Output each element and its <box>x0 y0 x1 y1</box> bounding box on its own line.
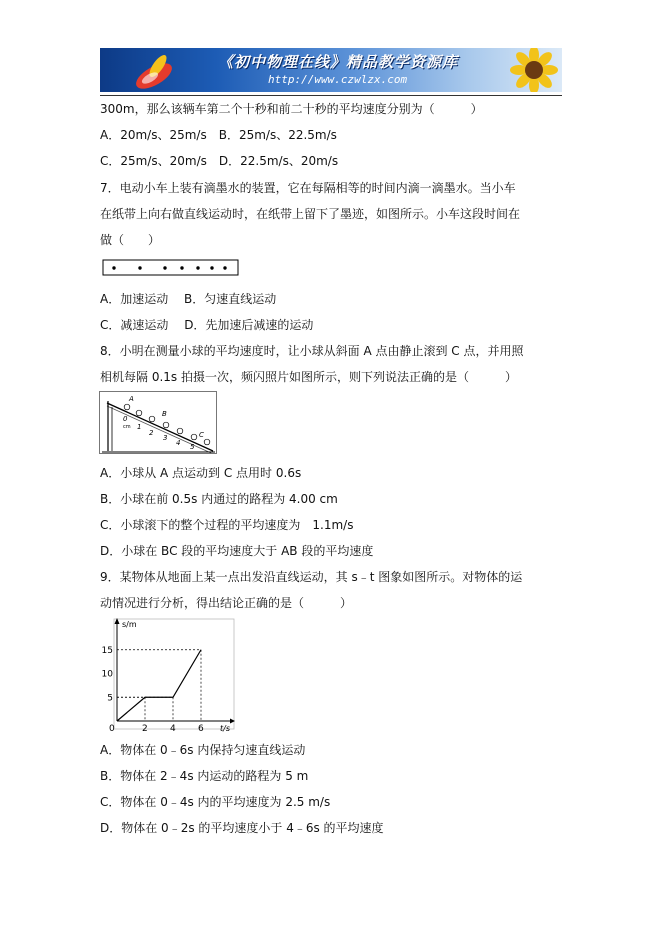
chart-frame <box>114 619 234 729</box>
y-tick-label: 5 <box>107 693 113 704</box>
text-line-l01: 300m，那么该辆车第二个十秒和前二十秒的平均速度分别为（ ） <box>100 102 483 116</box>
y-axis-label: s/m <box>122 620 137 629</box>
ink-dot <box>180 266 183 269</box>
x-tick-label: 4 <box>170 724 176 732</box>
banner-url: http://www.czwlzx.com <box>268 73 408 86</box>
text-line-l15: 9．某物体从地面上某一点出发沿直线运动，其 s﹣t 图象如图所示。对物体的运 <box>100 570 523 584</box>
text-line-l03: C．25m/s、20m/s D．22.5m/s、20m/s <box>100 154 339 168</box>
text-line-l13: C．小球滚下的整个过程的平均速度为 1.1m/s <box>100 518 354 532</box>
y-tick-label: 15 <box>101 645 113 656</box>
ink-dot <box>163 266 166 269</box>
ruler-tick-label: 2 <box>149 429 154 437</box>
label-b: B <box>162 410 167 418</box>
label-zero: 0 <box>123 415 128 423</box>
text-line-l09: 8．小明在测量小球的平均速度时，让小球从斜面 A 点由静止滚到 C 点，并用照 <box>100 344 524 358</box>
text-line-l16: 动情况进行分析，得出结论正确的是（ ） <box>100 596 353 610</box>
text-line-l19: C．物体在 0﹣4s 内的平均速度为 2.5 m/s <box>100 795 331 809</box>
header-banner <box>100 48 562 92</box>
sunflower-icon <box>492 48 562 92</box>
label-unit: cm <box>123 424 131 430</box>
banner-title: 《初中物理在线》精品教学资源库 <box>218 53 459 71</box>
x-tick-label: 2 <box>142 724 148 732</box>
paper-tape <box>103 260 238 275</box>
text-line-l18: B．物体在 2﹣4s 内运动的路程为 5 m <box>100 769 309 783</box>
header-divider <box>100 95 562 96</box>
ink-tape-figure <box>102 259 240 277</box>
ruler-tick-label: 3 <box>163 434 168 442</box>
text-line-l07: A．加速运动 B．匀速直线运动 <box>100 292 277 306</box>
ruler-tick-label: 5 <box>190 443 195 451</box>
text-line-l20: D．物体在 0﹣2s 的平均速度小于 4﹣6s 的平均速度 <box>100 821 384 835</box>
st-chart <box>96 617 236 732</box>
text-line-l04: 7．电动小车上装有滴墨水的装置，它在每隔相等的时间内滴一滴墨水。当小车 <box>100 181 516 195</box>
text-line-l05: 在纸带上向右做直线运动时，在纸带上留下了墨迹，如图所示。小车这段时间在 <box>100 207 521 221</box>
site-logo-icon <box>128 48 188 92</box>
label-a: A <box>129 395 134 403</box>
text-line-l17: A．物体在 0﹣6s 内保持匀速直线运动 <box>100 743 306 757</box>
ink-dot <box>196 266 199 269</box>
x-axis-label: t/s <box>220 724 230 732</box>
text-line-l10: 相机每隔 0.1s 拍摄一次，频闪照片如图所示，则下列说法正确的是（ ） <box>100 370 517 384</box>
incline-figure <box>99 391 219 455</box>
st-series-line <box>117 650 201 721</box>
ink-dot <box>138 266 141 269</box>
ruler-tick-label: 4 <box>176 439 181 447</box>
ruler-tick-label: 1 <box>137 423 142 431</box>
label-c: C <box>199 431 204 439</box>
text-line-l11: A．小球从 A 点运动到 C 点用时 0.6s <box>100 466 302 480</box>
y-tick-label: 10 <box>101 669 113 680</box>
ink-dot <box>223 266 226 269</box>
ink-dot <box>210 266 213 269</box>
text-line-l12: B．小球在前 0.5s 内通过的路程为 4.00 cm <box>100 492 338 506</box>
ink-dot <box>112 266 115 269</box>
x-tick-label: 6 <box>198 724 204 732</box>
origin-label: 0 <box>109 724 115 732</box>
text-line-l14: D．小球在 BC 段的平均速度大于 AB 段的平均速度 <box>100 544 374 558</box>
text-line-l08: C．减速运动 D．先加速后减速的运动 <box>100 318 314 332</box>
text-line-l02: A．20m/s、25m/s B．25m/s、22.5m/s <box>100 128 337 142</box>
text-line-l06: 做（ ） <box>100 233 161 247</box>
